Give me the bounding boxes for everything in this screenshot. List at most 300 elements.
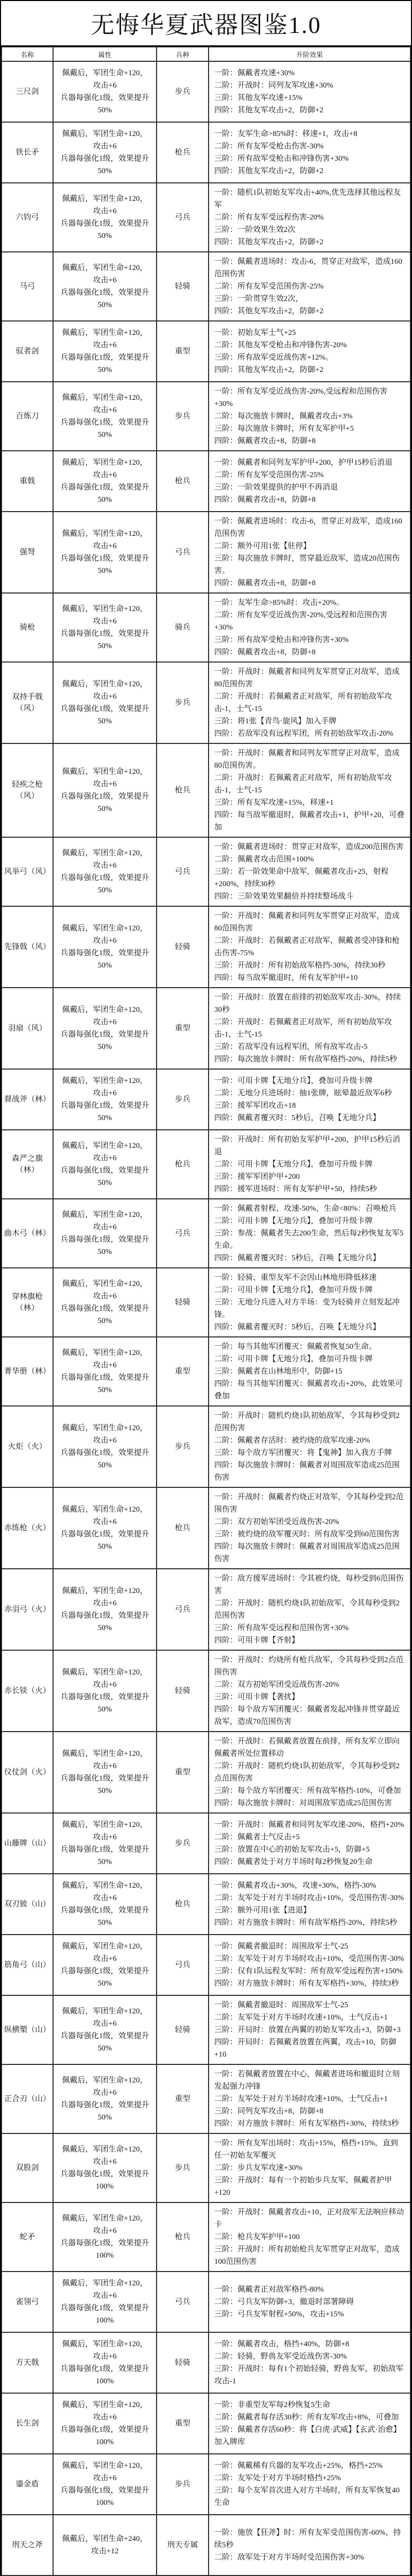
attribute-line: 佩戴后，军团生命+120，攻击+6: [62, 264, 148, 284]
attribute-line: 兵器每强化1级，效果提升100%: [60, 2239, 149, 2260]
title-bar: [1, 1, 411, 46]
upgrade-effect-line: 一阶：佩戴稀有兵器的友军攻击+25%，格挡+25%: [214, 2462, 383, 2470]
attribute-line: 佩戴后，军团生命+120，攻击+6: [62, 849, 148, 870]
troop-type-cell: 步兵: [157, 662, 209, 743]
weapon-name-cell: 铁长矛: [2, 122, 53, 183]
table-row: [2, 837, 410, 906]
upgrade-effect-line: 四阶：佩戴者攻击+8，防御+8: [214, 648, 316, 656]
table-row: [2, 1569, 410, 1650]
table-row: [2, 1935, 410, 1995]
troop-type-cell: 弓兵: [157, 512, 209, 593]
table-row: [2, 1650, 410, 1732]
upgrade-effect-line: 四阶：每次施放卡牌时：佩戴者对周围敌军造成25范围伤害: [214, 1543, 400, 1563]
attribute-line: 兵器每强化1级，效果提升50%: [60, 554, 149, 575]
weapon-name-cell: 仪仗剑（火）: [2, 1732, 53, 1813]
troop-type-cell: 弓兵: [157, 1199, 209, 1268]
weapon-name-cell: 穿林旗枪（林）: [2, 1268, 53, 1337]
upgrade-effect-line: 一阶：开战时：佩戴者灼烧正对敌军，令其每秒受到2范围伤害: [214, 1493, 404, 1514]
weapon-name-cell: 纵横槊（山）: [2, 1995, 53, 2064]
upgrade-effects-cell: [209, 252, 410, 321]
upgrade-effect-line: 三阶：一阶贯穿生效2次，: [214, 295, 303, 303]
attribute-line: 佩戴后，军团生命+120，攻击+6: [62, 1006, 148, 1026]
attribute-line: 佩戴后，军团生命+120，攻击+6: [62, 195, 148, 215]
upgrade-effect-line: 一阶：施放【狂斧】时：所有友军受范围伤害-60%，持续5秒: [214, 2529, 401, 2549]
upgrade-effect-line: 二阶：额外可用1张【驻停】: [214, 542, 311, 550]
troop-type-cell: 枪兵: [157, 122, 209, 183]
upgrade-effects-cell: [209, 2272, 410, 2332]
upgrade-effects-cell: [209, 988, 410, 1069]
weapon-attribute-cell: [53, 906, 157, 988]
upgrade-effect-line: 一阶：开战时：佩戴者攻击+10，正对敌军无法响应移动卡: [214, 2208, 404, 2229]
troop-type-cell: 步兵: [157, 1406, 209, 1487]
attribute-line: 兵器每强化1级，效果提升50%: [60, 1166, 149, 1187]
attribute-line: 佩戴后，军团生命+120，攻击+6: [62, 394, 148, 414]
upgrade-effect-line: 四阶：对方施放卡牌时：所有友军格挡+30%，持续3秒: [214, 1979, 399, 1988]
upgrade-effect-line: 二阶：佩戴者存活时：被灼烧的敌军攻速-20%: [214, 1436, 370, 1445]
table-row: [2, 1268, 410, 1337]
troop-type-cell: 弓兵: [157, 183, 209, 252]
upgrade-effect-line: 四阶：佩戴者攻击+8，防御+8: [214, 437, 316, 445]
weapon-attribute-cell: [53, 382, 157, 451]
upgrade-effects-cell: [209, 1874, 410, 1935]
troop-type-cell: 枪兵: [157, 2202, 209, 2272]
weapon-attribute-cell: [53, 2272, 157, 2332]
weapon-attribute-cell: [53, 183, 157, 252]
upgrade-effect-line: 一阶：开战时：佩戴者和同列友军贯穿正对敌军，造成80范围伤害。: [214, 749, 400, 770]
attribute-line: 佩戴后，军团生命+120，攻击+6: [62, 1424, 148, 1445]
weapon-name-cell: 马弓: [2, 252, 53, 321]
troop-type-cell: 重型: [157, 1732, 209, 1813]
upgrade-effects-cell: [209, 1650, 410, 1732]
weapon-attribute-cell: [53, 2393, 157, 2454]
troop-type-cell: 轻骑: [157, 1268, 209, 1337]
weapon-name-cell: 六钧弓: [2, 183, 53, 252]
table-row: [2, 2575, 410, 2576]
upgrade-effect-line: 四阶：其他友军攻击+2，防御+2: [214, 167, 323, 175]
attribute-line: 兵器每强化1级，效果提升50%: [60, 1304, 149, 1325]
weapon-name-cell: 火炬（火）: [2, 1406, 53, 1487]
upgrade-effects-cell: [209, 61, 410, 122]
upgrade-effect-line: 四阶：对方施放卡牌时：所有友军格挡+30%，持续3秒: [214, 2120, 399, 2128]
attribute-line: 佩戴后，军团生命+120，攻击+6: [62, 69, 148, 90]
weapon-attribute-cell: [53, 1130, 157, 1199]
table-row: [2, 2064, 410, 2133]
table-row: [2, 1337, 410, 1406]
troop-type-cell: 弓兵: [157, 837, 209, 906]
weapon-attribute-cell: [53, 662, 157, 743]
upgrade-effect-line: 三阶：所有友军攻速+15%，移速+1: [214, 799, 334, 807]
attribute-line: 佩戴后，军团生命+120，攻击+6: [62, 1505, 148, 1526]
table-row: [2, 988, 410, 1069]
upgrade-effect-line: 二阶：友军处于对方半场时攻速+10%，士气反击+1: [214, 2013, 388, 2022]
troop-type-cell: [157, 2575, 209, 2576]
attribute-line: 兵器每强化1级，效果提升50%: [60, 1693, 149, 1714]
weapon-attribute-cell: [53, 1268, 157, 1337]
upgrade-effect-line: 三阶：同列友军攻击+8，防御+8: [214, 2107, 323, 2115]
upgrade-effects-cell: [209, 1569, 410, 1650]
upgrade-effects-cell: [209, 1813, 410, 1874]
upgrade-effect-line: 四阶：三阶效果效果翻倍并持续整场战斗: [214, 892, 354, 901]
upgrade-effects-cell: [209, 2202, 410, 2272]
upgrade-effects-cell: [209, 1199, 410, 1268]
table-row: [2, 2332, 410, 2393]
attribute-line: 兵器每强化1级，效果提升50%: [60, 1030, 149, 1051]
upgrade-effect-line: 三阶：额外可用1张【进退】: [214, 1906, 311, 1914]
attribute-line: 兵器每强化1级，效果提升50%: [60, 353, 149, 374]
upgrade-effect-line: 二阶：无地分兵进场时：抽1张牌，眩晕最近敌军6秒: [214, 1089, 392, 1097]
upgrade-effect-line: 一阶：可用卡牌【无地分兵】，叠加可升级卡牌: [214, 1077, 373, 1085]
upgrade-effect-line: 四阶：每当其他军团覆灭：佩戴者攻击+20%，此效果可叠加: [214, 1380, 403, 1400]
attribute-line: 佩戴后，军团生命+120，攻击+6: [62, 1668, 148, 1689]
upgrade-effect-line: 一阶：敌方援军进场时：令其被灼烧，每秒受到6范围伤害: [214, 1574, 404, 1595]
weapon-name-cell: 双股剑: [2, 2133, 53, 2202]
upgrade-effect-line: 二阶：友军处于对方半场时攻击+10%，受范围伤害-30%: [214, 1955, 404, 1963]
table-row: [2, 183, 410, 252]
upgrade-effect-line: 四阶：若敌军没有远程军团，所有初始敌军攻击-20%: [214, 730, 393, 738]
upgrade-effect-line: 四阶：开局时：若佩戴者放置在两翼，攻击+10，防御+10: [214, 2038, 397, 2059]
upgrade-effect-line: 二阶：所有友军受枪击伤害-30%: [214, 142, 324, 150]
upgrade-effects-cell: [209, 1732, 410, 1813]
upgrade-effect-line: 二阶：弓兵友军防御+3，撤退时部署障碍: [214, 2298, 354, 2306]
table-row: [2, 593, 410, 662]
weapon-attribute-cell: [53, 1337, 157, 1406]
attribute-line: 佩戴后，军团生命+120，攻击+6: [62, 530, 148, 550]
attribute-line: 佩戴后，军团生命+120，攻击+6: [62, 1077, 148, 1097]
attribute-line: 佩戴后，军团生命+120，攻击+6: [62, 1280, 148, 1300]
upgrade-effect-line: 三阶：被灼烧的敌军覆灭时：所有敌军受到60范围伤害: [214, 1530, 400, 1538]
upgrade-effect-line: 三阶：援军军团护甲+200: [214, 1173, 300, 1181]
upgrade-effect-line: 四阶：对方施放卡牌时：所有敌军格挡-20%，持续5秒: [214, 1919, 397, 1927]
column-header-name: 名称: [2, 47, 53, 61]
table-row: [2, 1406, 410, 1487]
table-row: [2, 252, 410, 321]
upgrade-effects-cell: [209, 2454, 410, 2515]
attribute-line: 兵器每强化1级，效果提升50%: [60, 289, 149, 309]
troop-type-cell: 重型: [157, 2393, 209, 2454]
weapon-attribute-cell: [53, 1569, 157, 1650]
troop-type-cell: 重型: [157, 1337, 209, 1406]
upgrade-effect-line: 三阶：开战时：每有一个初始步兵友军，佩戴者护甲+120: [214, 2176, 392, 2197]
upgrade-effect-line: 三阶：所有敌军受枪击和冲锋伤害+30%: [214, 155, 349, 163]
troop-type-cell: 骑兵: [157, 593, 209, 662]
upgrade-effect-line: 三阶：佩戴者在山林地形中，防御+15: [214, 1367, 342, 1376]
attribute-line: 兵器每强化1级，效果提升50%: [60, 949, 149, 970]
troop-type-cell: 枪兵: [157, 743, 209, 837]
weapon-name-cell: 赤练枪（火）: [2, 1487, 53, 1569]
upgrade-effect-line: 四阶：每个敌方军团覆灭：佩戴者发起冲锋并贯穿最近敌军，造成70范围伤害: [214, 1705, 400, 1726]
attribute-line: 兵器每强化1级，效果提升50%: [60, 155, 149, 175]
weapon-name-cell: 先锋戟（风）: [2, 906, 53, 988]
troop-type-cell: 步兵: [157, 2454, 209, 2515]
attribute-line: 佩戴后，军团生命+120，攻击+6: [62, 1142, 148, 1162]
troop-type-cell: 步兵: [157, 382, 209, 451]
table-row: [2, 2515, 410, 2575]
weapon-name-cell: 双持手戟（风）: [2, 662, 53, 743]
upgrade-effect-line: 二阶：步兵友军攻速+30%: [214, 2164, 302, 2172]
weapon-name-cell: 强弩: [2, 512, 53, 593]
upgrade-effect-line: 二阶：所有友军受范围伤害-25%: [214, 471, 324, 479]
weapon-attribute-cell: [53, 2575, 157, 2576]
attribute-line: 兵器每强化1级，效果提升50%: [60, 94, 149, 114]
troop-type-cell: 轻骑: [157, 252, 209, 321]
weapon-attribute-cell: [53, 1199, 157, 1268]
troop-type-cell: 轻骑: [157, 906, 209, 988]
attribute-line: 佩戴后，军团生命+120，攻击+6: [62, 1750, 148, 1770]
upgrade-effect-line: 二阶：友军处于对方半场时攻击+10%，受范围伤害-30%: [214, 1894, 404, 1902]
troop-type-cell: 重型: [157, 321, 209, 382]
attribute-line: 兵器每强化1级，效果提升50%: [60, 630, 149, 650]
upgrade-effects-cell: [209, 512, 410, 593]
attribute-line: 兵器每强化1级，效果提升50%: [60, 2101, 149, 2122]
upgrade-effect-line: 二阶：开战时：若佩戴者正对敌军，所有初始敌军攻击-1，士气-15: [214, 774, 392, 794]
attribute-line: 佩戴后，军团生命+120，攻击+6: [62, 605, 148, 625]
upgrade-effect-line: 一阶：轻骑、重型友军不会因山林地形降低移速: [214, 1274, 377, 1282]
upgrade-effect-line: 四阶：其他友军攻击+2，防御+2: [214, 106, 323, 114]
upgrade-effects-cell: [209, 2064, 410, 2133]
weapon-name-cell: 三尺剑: [2, 61, 53, 122]
weapon-name-cell: 赤羽弓（火）: [2, 1569, 53, 1650]
weapon-attribute-cell: [53, 122, 157, 183]
attribute-line: 兵器每强化1级，效果提升50%: [60, 219, 149, 240]
upgrade-effect-line: 二阶：可用卡牌【无地分兵】，叠加可升级卡牌: [214, 1286, 373, 1294]
weapon-name-cell: 菁华册（林）: [2, 1337, 53, 1406]
attribute-line: 佩戴后，军团生命+120，攻击+6: [62, 1821, 148, 1841]
upgrade-effect-line: 二阶：佩戴者士气反击+5: [214, 1833, 300, 1841]
troop-type-cell: 步兵: [157, 2133, 209, 2202]
troop-type-cell: 枪兵: [157, 1487, 209, 1569]
table-row: [2, 2393, 410, 2454]
column-header-attr: 属性: [53, 47, 157, 61]
upgrade-effect-line: 一阶：佩戴者攻击，格挡+40%，防御+8: [214, 2340, 349, 2348]
upgrade-effect-line: 一阶：若佩戴者放置在中心，佩戴者进场和撤退时立刻发起强力冲锋: [214, 2070, 400, 2091]
troop-type-cell: 轻骑: [157, 2332, 209, 2393]
upgrade-effect-line: 四阶：佩戴者攻击+8，防御+8: [214, 579, 316, 587]
upgrade-effect-line: 一阶：佩戴者撤退时：周围敌军士气-25: [214, 2001, 348, 2009]
upgrade-effect-line: 四阶：佩戴者攻击+8，防御+8: [214, 496, 316, 504]
attribute-line: 兵器每强化1级，效果提升50%: [60, 1374, 149, 1394]
upgrade-effect-line: 四阶：援军进场时：所有友军护甲+50，持续5秒: [214, 1185, 377, 1193]
weapon-table: [1, 46, 411, 2576]
troop-type-cell: 弓兵: [157, 1569, 209, 1650]
upgrade-effect-line: 二阶：开战时：随机灼烧1队初始敌军，令其每秒受到2范围伤害: [214, 1599, 400, 1620]
table-row: [2, 1069, 410, 1130]
upgrade-effect-line: 二阶：友军处于对方半场时格挡+25%: [214, 2474, 341, 2482]
upgrade-effect-line: 三阶：每个友军首次进入对方半场时，所有友军恢复40生命: [214, 2486, 400, 2507]
attribute-line: 佩戴后，军团生命+120，攻击+6: [62, 2462, 148, 2482]
upgrade-effect-line: 四阶：佩戴者覆灭时：5秒后，召唤【无地分兵】: [214, 1323, 381, 1331]
upgrade-effects-cell: [209, 1130, 410, 1199]
upgrade-effect-line: 三阶：若敌军没有远程军团，所有敌军攻击-5: [214, 1043, 368, 1051]
upgrade-effect-line: 二阶：开战时：若佩戴者正对敌军，佩戴者受冲锋和枪击伤害-75%: [214, 937, 400, 957]
attribute-line: 兵器每强化1级，效果提升50%: [60, 2032, 149, 2053]
weapon-name-cell: 羽扇（风）: [2, 988, 53, 1069]
attribute-line: 兵器每强化1级，效果提升50%: [60, 1612, 149, 1632]
upgrade-effect-line: 二阶：可用卡牌【无地分兵】，叠加可升级卡牌: [214, 1355, 373, 1363]
attribute-line: 兵器每强化1级，效果提升50%: [60, 1235, 149, 1256]
attribute-line: 佩戴后，军团生命+240，攻击+12: [62, 2535, 148, 2555]
troop-type-cell: 弓兵: [157, 2272, 209, 2332]
upgrade-effect-line: 二阶：佩戴者攻击范围+100%: [214, 855, 314, 863]
weapon-name-cell: 双刃铍（山）: [2, 1874, 53, 1935]
attribute-line: 兵器每强化1级，效果提升50%: [60, 1845, 149, 1866]
table-row: [2, 1199, 410, 1268]
upgrade-effects-cell: [209, 1268, 410, 1337]
upgrade-effect-line: 三阶：佩戴者存活60秒：将【白虎·武威】【玄武·治愈】加入牌库: [214, 2426, 401, 2446]
upgrade-effects-cell: [209, 2393, 410, 2454]
troop-type-cell: 步兵: [157, 1069, 209, 1130]
weapon-attribute-cell: [53, 321, 157, 382]
upgrade-effect-line: 二阶：可用卡牌【无地分兵】，叠加可升级卡牌: [214, 1217, 373, 1225]
weapon-name-cell: 曲木弓（林）: [2, 1199, 53, 1268]
attribute-line: 兵器每强化1级，效果提升50%: [60, 1449, 149, 1469]
attribute-line: 佩戴后，军团生命+120，攻击+6: [62, 459, 148, 479]
attribute-line: 兵器每强化1级，效果提升50%: [60, 1906, 149, 1927]
table-row: [2, 1874, 410, 1935]
weapon-attribute-cell: [53, 837, 157, 906]
attribute-line: 兵器每强化1级，效果提升50%: [60, 874, 149, 894]
weapon-attribute-cell: [53, 2332, 157, 2393]
upgrade-effect-line: 一阶：开战时：佩戴者和同列友军贯穿正对敌军，造成80范围伤害: [214, 912, 400, 933]
attribute-line: 佩戴后，军团生命+120，攻击+6: [62, 1882, 148, 1902]
troop-type-cell: 刑天专属: [157, 2515, 209, 2575]
upgrade-effect-line: 四阶：每次施放卡牌时：佩戴者对周围敌军造成25范围伤害: [214, 1461, 400, 1482]
weapon-attribute-cell: [53, 593, 157, 662]
upgrade-effects-cell: [209, 1406, 410, 1487]
table-row: [2, 2272, 410, 2332]
upgrade-effect-line: 三阶：开战时：每有1个初始轻骑，野兽友军，初始敌军攻击-1: [214, 2365, 404, 2385]
weapon-name-cell: 方天戟: [2, 2332, 53, 2393]
upgrade-effect-line: 一阶：所有友军出场时：攻击+15%，格挡+15%，直到任一初始友军覆灭: [214, 2139, 398, 2160]
upgrade-effects-cell: [209, 1337, 410, 1406]
upgrade-effects-cell: [209, 451, 410, 512]
upgrade-effect-line: 一阶：佩戴者进场时：贯穿正对敌军，造成200范围伤害: [214, 843, 404, 851]
upgrade-effect-line: 三阶：参战：佩戴者失去200生命，然后每2秒恢复友军5生命。: [214, 1229, 404, 1250]
attribute-line: 兵器每强化1级，效果提升100%: [60, 2426, 149, 2446]
upgrade-effect-line: 一阶：每当其他军团覆灭：佩戴者恢复50生命。: [214, 1343, 377, 1351]
attribute-line: 兵器每强化1级，效果提升50%: [60, 792, 149, 813]
weapon-attribute-cell: [53, 1874, 157, 1935]
upgrade-effect-line: 四阶：每次施放卡牌时：所有敌军格挡-20%，持续5秒: [214, 1055, 397, 1063]
upgrade-effect-line: 三阶：每次施放卡牌时，所有友军护甲+5: [214, 425, 354, 433]
upgrade-effect-line: 三阶：仅有1队远程友军时：所有敌军受远程伤害+150%: [214, 1967, 403, 1975]
upgrade-effect-line: 四阶：可用卡牌【齐射】: [214, 1636, 300, 1645]
weapon-attribute-cell: [53, 1650, 157, 1732]
attribute-line: 佩戴后，军团生命+120，攻击+6: [62, 1942, 148, 1963]
troop-type-cell: 步兵: [157, 61, 209, 122]
upgrade-effect-line: 二阶：双方初始军团受近战伤害-20%: [214, 1518, 339, 1526]
table-row: [2, 2202, 410, 2272]
table-row: [2, 512, 410, 593]
weapon-table-body: [2, 61, 410, 2576]
weapon-attribute-cell: [53, 2064, 157, 2133]
table-row: [2, 1487, 410, 1569]
upgrade-effect-line: 四阶：每当敌军撤退时，所有友军护甲+10: [214, 974, 358, 982]
upgrade-effect-line: 一阶：佩戴者撤退时：周围敌军士气-25: [214, 1942, 348, 1951]
column-header-effects: 升阶效果: [209, 47, 410, 61]
upgrade-effect-line: 一阶：非重型友军每2秒恢复5生命: [214, 2401, 331, 2409]
upgrade-effect-line: 二阶：所有友军受近战伤害-20%,受远程和范围伤害+30%: [214, 611, 388, 632]
troop-type-cell: 弓兵: [157, 1935, 209, 1995]
attribute-line: 兵器每强化1级，效果提升50%: [60, 705, 149, 725]
weapon-name-cell: 刑天之斧: [2, 2515, 53, 2575]
weapon-name-cell: 风举弓（风）: [2, 837, 53, 906]
upgrade-effect-line: 三阶：开战时：所有初始敌军格挡-30%，持续30秒: [214, 961, 386, 970]
attribute-line: 佩戴后，军团生命+120，攻击+6: [62, 2279, 148, 2300]
upgrade-effect-line: 三阶：可用卡牌【袭扰】: [214, 1693, 300, 1701]
weapon-attribute-cell: [53, 743, 157, 837]
upgrade-effect-line: 三阶：所有敌军受近战伤害+12%。: [214, 353, 333, 362]
upgrade-effect-line: 一阶：友军生命>85%时：攻击+20%。: [214, 599, 344, 607]
upgrade-effect-line: 三阶：开局时：放置在两翼的初始友军攻击+3，防御+3: [214, 2026, 401, 2034]
weapon-name-cell: 雀翎弓: [2, 2272, 53, 2332]
table-row: [2, 382, 410, 451]
upgrade-effect-line: 四阶：佩戴者处于对方半场时每2秒恢复20生命: [214, 1858, 373, 1866]
table-row: [2, 451, 410, 512]
weapon-name-cell: 重戟: [2, 451, 53, 512]
table-row: [2, 743, 410, 837]
attribute-line: 兵器每强化1级，效果提升50%: [60, 1774, 149, 1795]
upgrade-effect-line: 二阶：开战时：若佩戴者正对敌军，所有初始敌军攻击-1，士气-15: [214, 1018, 392, 1039]
attribute-line: 佩戴后，军团生命+120，攻击+6: [62, 768, 148, 788]
weapon-attribute-cell: [53, 2133, 157, 2202]
upgrade-effect-line: 二阶：所有友军受远程伤害-20%: [214, 213, 324, 222]
weapon-attribute-cell: [53, 1732, 157, 1813]
attribute-line: 佩戴后，军团生命+120，攻击+6: [62, 2145, 148, 2166]
attribute-line: 兵器每强化1级，效果提升50%: [60, 1530, 149, 1551]
upgrade-effect-line: 二阶：所有友军受范围伤害-25%: [214, 282, 324, 291]
upgrade-effect-line: 二阶：敌军处于对方半场时受范围伤害+30%: [214, 2553, 364, 2562]
upgrade-effect-line: 二阶：开战时：若佩戴者正对敌军，所有初始敌军攻击-1，士气-15: [214, 692, 392, 713]
upgrade-effect-line: 三阶：将1张【青鸟·旋风】加入手牌: [214, 717, 337, 725]
troop-type-cell: 轻骑: [157, 1995, 209, 2064]
attribute-line: 佩戴后，军团生命+120，攻击+6: [62, 1211, 148, 1231]
weapon-name-cell: 森严之旗（林）: [2, 1130, 53, 1199]
weapon-attribute-cell: [53, 61, 157, 122]
upgrade-effects-cell: [209, 593, 410, 662]
attribute-line: 佩戴后，军团生命+120，攻击+6: [62, 329, 148, 349]
upgrade-effects-cell: [209, 2515, 410, 2575]
upgrade-effect-line: 一阶：佩戴者进场时：攻击-6，贯穿正对敌军，造成160范围伤害: [214, 258, 402, 278]
weapon-attribute-cell: [53, 451, 157, 512]
weapon-attribute-cell: [53, 2515, 157, 2575]
table-row: [2, 61, 410, 122]
upgrade-effect-line: 四阶：佩戴者覆灭时：5秒后，召唤【无地分兵】: [214, 1114, 381, 1122]
weapon-attribute-cell: [53, 1813, 157, 1874]
troop-type-cell: 重型: [157, 2064, 209, 2133]
attribute-line: 兵器每强化1级，效果提升100%: [60, 2486, 149, 2507]
upgrade-effect-line: 四阶：佩戴者覆灭时：5秒后，召唤【无地分兵】: [214, 1254, 381, 1262]
weapon-name-cell: 驭者剑: [2, 321, 53, 382]
upgrade-effect-line: 一阶：开战时：所有初始友军护甲+200，护甲15秒后消退: [214, 1136, 400, 1156]
table-row: [2, 1732, 410, 1813]
weapon-attribute-cell: [53, 2454, 157, 2515]
upgrade-effect-line: 二阶：双方初始军团受近战伤害-20%: [214, 1681, 339, 1689]
attribute-line: 兵器每强化1级，效果提升100%: [60, 2365, 149, 2385]
troop-type-cell: 枪兵: [157, 1130, 209, 1199]
upgrade-effects-cell: [209, 2133, 410, 2202]
upgrade-effect-line: 二阶：轻骑，野兽友军受近战伤害-30%: [214, 2352, 347, 2361]
troop-type-cell: 重型: [157, 988, 209, 1069]
upgrade-effect-line: 四阶：每次施放卡牌时：对周围敌军造成25范围伤害: [214, 1799, 392, 1807]
upgrade-effects-cell: [209, 2332, 410, 2393]
upgrade-effect-line: 四阶：每当敌军撤退时，佩戴者攻击+1，护甲+20，可叠加: [214, 811, 405, 832]
weapon-attribute-cell: [53, 1995, 157, 2064]
weapon-attribute-cell: [53, 1406, 157, 1487]
upgrade-effect-line: 二阶：开战时：随机灼烧1队初始敌军，令其每秒受到2点范围伤害: [214, 1762, 400, 1783]
upgrade-effect-line: 一阶：所有友军受近战伤害-20%,受远程和范围伤害+30%: [214, 387, 388, 408]
table-row: [2, 662, 410, 743]
attribute-line: 佩戴后，军团生命+120，攻击+6: [62, 1587, 148, 1607]
